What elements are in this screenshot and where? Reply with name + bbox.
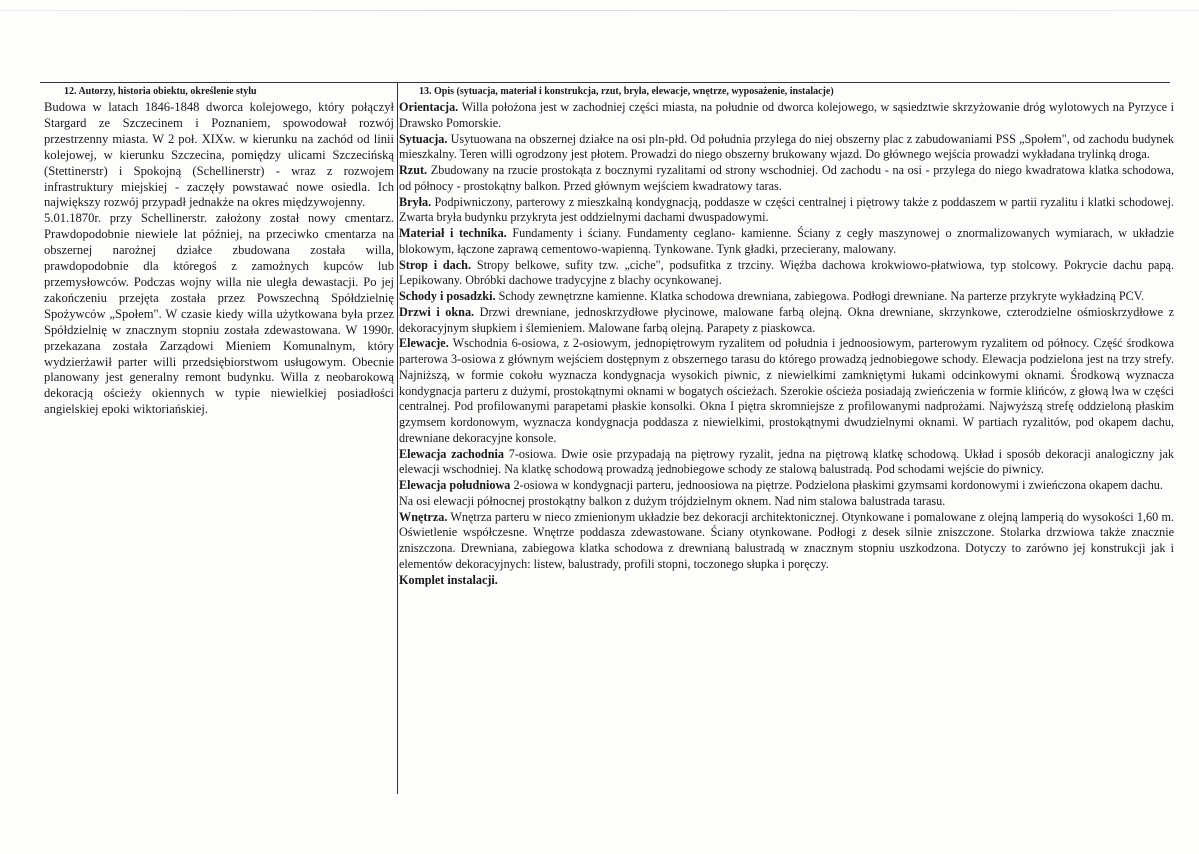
- section-drzwi-okna: [399, 305, 1174, 337]
- section-label: Schody i posadzki.: [399, 289, 496, 303]
- top-edge-line: [0, 10, 1199, 11]
- section-label: Materiał i technika.: [399, 226, 507, 240]
- section-label: Elewacje.: [399, 336, 449, 351]
- section-body: Podpiwniczony, parterowy z mieszkalną kondygnacją, poddasze w części centralnej i piętrowy także z poddaszem w partii ryzalitu i klatki schodowej. Zwarta bryła budynku przykryta jest oddzielnymi dachami dwuspadowymi.: [399, 194, 1174, 225]
- column-divider: [397, 82, 398, 794]
- history-paragraph-1: Budowa w latach 1846-1848 dworca kolejowego, który połączył Stargard ze Szczecinem i Poznaniem, spowodował rozwój przestrzenny miasta. W 2 poł. XIXw. w kierunku na zachód od linii kolejowej, w kierunku Szczecina, pomiędzy ulicami Szczecińską (Stettinerstr) i Spokojną (Schellinerstr) - wraz z rozwojem infrastruktury miejskiej - zaczęły powstawać nowe osiedla. Ich największy rozwój przypadł jednakże na okres międzywojenny.: [44, 100, 394, 210]
- section-body: 2-osiowa w kondygnacji parteru, jednoosiowa na piętrze. Podzielona płaskimi gzymsami kordonowymi i zwieńczona okapem dachu.: [513, 478, 1163, 492]
- section-body: Willa położona jest w zachodniej części miasta, na południe od dworca kolejowego, w sąsiedztwie skrzyżowanie dróg wylotowych na Pyrzyce i Drawsko Pomorskie.: [399, 100, 1174, 130]
- section-material: [399, 226, 1174, 258]
- history-heading: 12. Autorzy, historia obiektu, określenie stylu: [64, 86, 257, 97]
- section-orientacja: [399, 100, 1174, 132]
- section-elewacje: [399, 336, 1174, 446]
- section-label: Drzwi i okna.: [399, 304, 475, 319]
- section-label: Rzut.: [399, 163, 428, 177]
- history-paragraph-2: 5.01.1870r. przy Schellinerstr. założony został nowy cmentarz. Prawdopodobnie niewiele lat później, na przeciwko cmentarza na obszernej narożnej działce zbudowana została willa, prawdopodobnie dla któregoś z zamożnych kupców lub przemysłowców. Podczas wojny willa nie uległa dewastacji. Po jej zakończeniu przejęta została przez Powszechną Spółdzielnię Spożywców „Społem". W czasie kiedy willa użytkowana była przez Spółdzielnię w znacznym stopniu została zdewastowana. W 1990r. przekazana została Zarządowi Mieniem Komunalnym, który wydzierżawił parter willi przedsiębiorstwom usługowym. Obecnie planowany jest generalny remont budynku. Willa z neobarokową dekoracją ościeży okiennych w typie niewielkiej posiadłości angielskiej epoki wiktoriańskiej.: [44, 211, 394, 417]
- section-body: 7-osiowa. Dwie osie przypadają na piętrowy ryzalit, jedna na piętrową klatkę schodową. Układ i sposób dekoracji analogiczny jak elewacji wschodniej. Na klatkę schodową prowadzą jednobiegowe schody ze stalową balustradą. Pod schodami wejście do piwnicy.: [399, 446, 1175, 477]
- section-bryla: [399, 195, 1174, 227]
- section-label: Orientacja.: [399, 100, 459, 114]
- section-label: Wnętrza.: [399, 509, 448, 524]
- section-body: Usytuowana na obszernej działce na osi pln-płd. Od południa przylega do niej obszerny plac z zabudowaniami PSS „Społem", od zachodu budynek mieszkalny. Teren willi ogrodzony jest płotem. Prowadzi do niego obszerny brukowany wjazd. Do głównego wejścia prowadzi wykładana trylinką droga.: [399, 131, 1175, 162]
- section-label: Sytuacja.: [399, 131, 448, 146]
- description-text: [399, 100, 1174, 588]
- section-label: Elewacja zachodnia: [399, 446, 504, 461]
- section-schody: [399, 289, 1174, 305]
- section-elewacja-zachodnia: [399, 447, 1174, 479]
- section-body: Na osi elewacji północnej prostokątny balkon z dużym trójdzielnym oknem. Nad nim stalowa balustrada tarasu.: [399, 493, 946, 508]
- section-label: Strop i dach.: [399, 257, 472, 272]
- section-body: Wschodnia 6-osiowa, z 2-osiowym, jednopiętrowym ryzalitem od południa i jednoosiowym, parterowym ryzalitem od północy. Część środkowa parterowa 3-osiowa z głównym wejściem dostępnym z obszernego tarasu do którego prowadzą jednobiegowe schody. Elewacja podzielona jest na trzy strefy. Najniższą, w formie cokołu wyznacza kondygnacja wysokich piwnic, z niewielkimi zamkniętymi łukami odcinkowymi oknami. Środkową wyznacza kondygnacja parteru z dużymi, prostokątnymi oknami w bogatych ościeżach. Szerokie ościeża posiadają zwieńczenia w formie klińców, z głową lwa w części centralnej. Pod profilowanymi parapetami płaskie konsolki. Okna I piętra skromniejsze z profilowanymi nadprożami. Najwyższą strefę oddzieloną płaskim gzymsem kordonowym, wyznacza kondygnacja poddasza z niewielkimi, prostokątnymi dwudzielnymi oknami. W partiach ryzalitów, pod okapem dachu, drewniane dekoracyjne konsole.: [399, 336, 1175, 445]
- section-strop-dach: [399, 258, 1174, 290]
- history-text: [44, 100, 394, 418]
- table-top-border: [40, 82, 1170, 83]
- description-column: [399, 86, 1174, 588]
- section-body: Stropy belkowe, sufity tzw. „ciche", podsufitka z trzciny. Więźba dachowa krokwiowo-płatwiowa, typ stolcowy. Pokrycie dachu papą. Lepikowany. Obróbki dachowe tradycyjne z blachy ocynkowanej.: [399, 257, 1175, 288]
- description-heading: 13. Opis (sytuacja, materiał i konstrukcja, rzut, bryła, elewacje, wnętrze, wyposażenie, instalacje): [419, 86, 834, 97]
- section-rzut: [399, 163, 1174, 195]
- section-body: Wnętrza parteru w nieco zmienionym układzie bez dekoracji architektonicznej. Otynkowane i pomalowane z olejną lamperią do wysokości 1,60 m. Oświetlenie współczesne. Wnętrze poddasza zdewastowane. Ściany otynkowane. Podłogi z desek silnie zniszczone. Stolarka drzwiowa także znacznie zniszczona. Drewniana, zabiegowa klatka schodowa z drewnianą balustradą w znacznym stopniu uszkodzona. Dotyczy to zarówno jej konstrukcji jak i elementów dekoracyjnych: listew, balustrady, profili stopni, toczonego słupka i poręczy.: [399, 509, 1174, 571]
- history-column: [44, 86, 394, 418]
- section-label: Bryła.: [399, 194, 432, 209]
- section-label: Komplet instalacji.: [399, 572, 498, 587]
- section-body: Fundamenty i ściany. Fundamenty ceglano- kamienne. Ściany z cegły maszynowej o znormalizowanych wymiarach, w układzie blokowym, łączone zaprawą cementowo-wapienną. Tynkowane. Tynk gładki, przecierany, malowany.: [399, 226, 1175, 256]
- section-elewacja-polnocna: [399, 494, 1174, 510]
- section-wnetrza: [399, 510, 1174, 573]
- section-body: Schody zewnętrzne kamienne. Klatka schodowa drewniana, zabiegowa. Podłogi drewniane. Na parterze przykryte wykładziną PCV.: [498, 289, 1145, 303]
- section-body: Drzwi drewniane, jednoskrzydłowe płycinowe, malowane farbą olejną. Okna drewniane, skrzynkowe, czterodzielne ośmioskrzydłowe z dekoracyjnym słupkiem i ślemieniem. Malowane farbą olejną. Parapety z piaskowca.: [399, 304, 1175, 335]
- section-label: Elewacja południowa: [399, 478, 511, 492]
- section-sytuacja: [399, 132, 1174, 164]
- section-instalacje: [399, 573, 1174, 589]
- section-elewacja-poludniowa: [399, 478, 1174, 494]
- section-body: Zbudowany na rzucie prostokąta z bocznymi ryzalitami od strony wschodniej. Od zachodu - na osi - przylega do niego kwadratowa klatka schodowa, od północy - prostokątny balkon. Przed głównym wejściem kwadratowy taras.: [399, 163, 1175, 193]
